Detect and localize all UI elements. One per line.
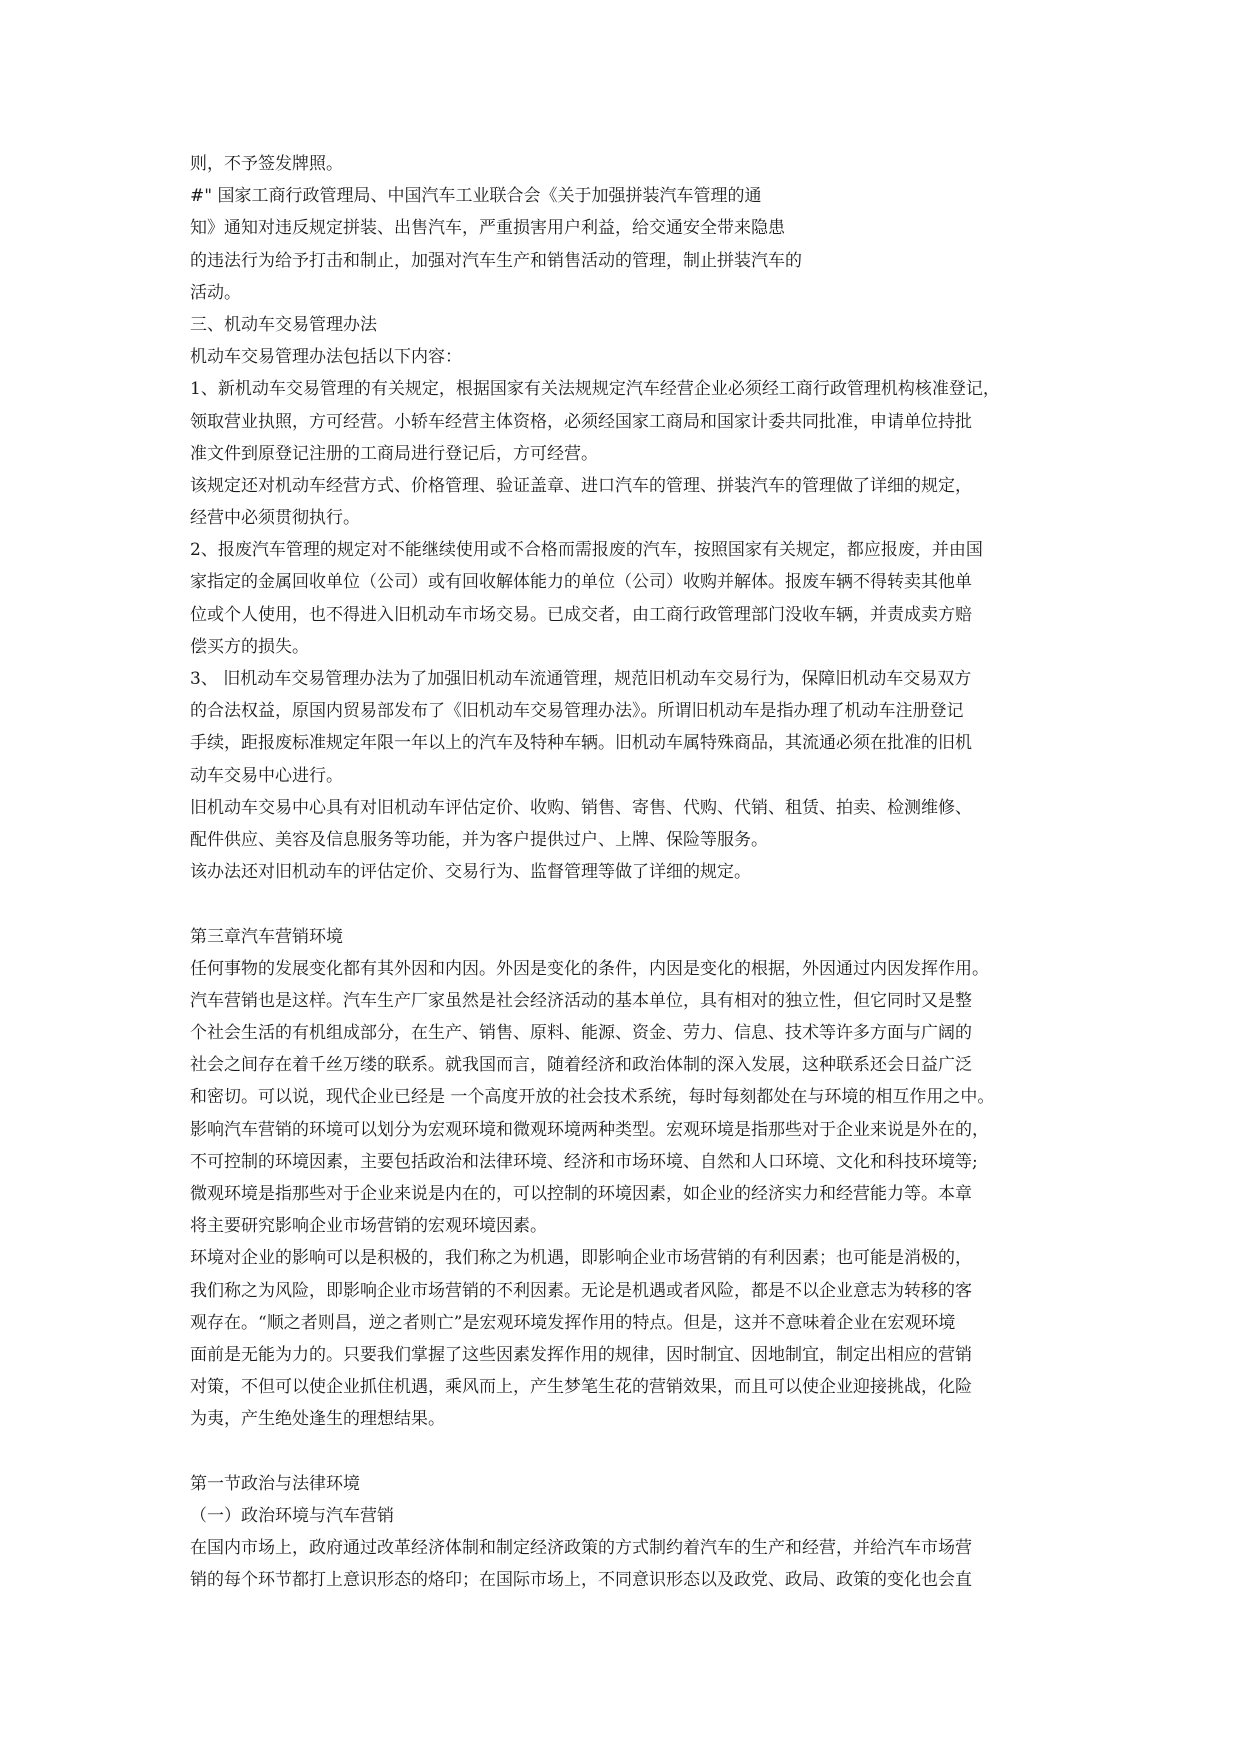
text-line: 第一节政治与法律环境 [190,1473,360,1494]
text-line: 为夷，产生绝处逢生的理想结果。 [190,1409,445,1430]
text-line: 观存在。“顺之者则昌，逆之者则亡”是宏观环境发挥作用的特点。但是，这并不意味着企业在宏观环境 [190,1312,956,1333]
text-line: （一）政治环境与汽车营销 [190,1505,394,1526]
text-line: 偿买方的损失。 [190,636,309,657]
text-line: 我们称之为风险，即影响企业市场营销的不利因素。无论是机遇或者风险，都是不以企业意志为转移的客 [190,1280,972,1301]
text-line: 家指定的金属回收单位（公司）或有回收解体能力的单位（公司）收购并解体。报废车辆不得转卖其他单 [190,572,972,593]
text-line: 个社会生活的有机组成部分，在生产、销售、原料、能源、资金、劳力、信息、技术等许多方面与广阔的 [190,1023,972,1044]
text-line: 准文件到原登记注册的工商局进行登记后，方可经营。 [190,443,598,464]
text-line: 旧机动车交易中心具有对旧机动车评估定价、收购、销售、寄售、代购、代销、租赁、拍卖、检测维修、 [190,797,972,818]
text-line: 对策，不但可以使企业抓住机遇，乘风而上，产生梦笔生花的营销效果，而且可以使企业迎接挑战，化险 [190,1377,972,1398]
text-line: 的违法行为给予打击和制止，加强对汽车生产和销售活动的管理，制止拼装汽车的 [190,250,802,271]
text-line: 手续，距报废标准规定年限一年以上的汽车及特种车辆。旧机动车属特殊商品，其流通必须在批准的旧机 [190,733,972,754]
text-line: 面前是无能为力的。只要我们掌握了这些因素发挥作用的规律，因时制宜、因地制宜，制定出相应的营销 [190,1344,972,1365]
text-line: 配件供应、美容及信息服务等功能，并为客户提供过户、上牌、保险等服务。 [190,829,768,850]
text-line: 社会之间存在着千丝万缕的联系。就我国而言，随着经济和政治体制的深入发展，这种联系还会日益广泛 [190,1055,972,1076]
text-line: 环境对企业的影响可以是积极的，我们称之为机遇，即影响企业市场营销的有利因素；也可能是消极的， [190,1248,972,1269]
document-page [190,148,1070,1596]
text-line: 机动车交易管理办法包括以下内容： [190,347,462,368]
text-line: 微观环境是指那些对于企业来说是内在的，可以控制的环境因素，如企业的经济实力和经营能力等。本章 [190,1184,972,1204]
text-line: 领取营业执照，方可经营。小轿车经营主体资格，必须经国家工商局和国家计委共同批准，申请单位持批 [190,411,972,432]
text-line: 不可控制的环境因素，主要包括政治和法律环境、经济和市场环境、自然和人口环境、文化和科技环境等; [190,1151,978,1172]
text-line: 影响汽车营销的环境可以划分为宏观环境和微观环境两种类型。宏观环境是指那些对于企业来说是外在的， [190,1119,989,1140]
text-line: 该规定还对机动车经营方式、价格管理、验证盖章、进口汽车的管理、拼装汽车的管理做了详细的规定， [190,475,972,496]
text-line: 第三章汽车营销环境 [190,926,343,947]
text-line: 和密切。可以说，现代企业已经是 一个高度开放的社会技术系统，每时每刻都处在与环境的相互作用之中。 [190,1087,995,1108]
paragraph-gap [190,888,1070,920]
text-line: 位或个人使用，也不得进入旧机动车市场交易。已成交者，由工商行政管理部门没收车辆，并责成卖方赔 [190,604,972,625]
paragraph-gap [190,1436,1070,1468]
text-line: 动车交易中心进行。 [190,765,343,786]
text-line: 则，不予签发牌照。 [190,154,343,174]
text-line: 在国内市场上，政府通过改革经济体制和制定经济政策的方式制约着汽车的生产和经营，并给汽车市场营 [190,1538,972,1559]
text-line: 1、新机动车交易管理的有关规定，根据国家有关法规规定汽车经营企业必须经工商行政管理机构核准登记， [190,379,1000,400]
text-line: 知》通知对违反规定拼装、出售汽车，严重损害用户利益，给交通安全带来隐患 [190,218,785,239]
text-line: 的合法权益，原国内贸易部发布了《旧机动车交易管理办法》。所谓旧机动车是指办理了机动车注册登记 [190,701,964,722]
text-line: 将主要研究影响企业市场营销的宏观环境因素。 [190,1216,547,1237]
text-line: #" 国家工商行政管理局、中国汽车工业联合会《关于加强拼装汽车管理的通 [190,186,762,207]
text-line: 销的每个环节都打上意识形态的烙印；在国际市场上，不同意识形态以及政党、政局、政策的变化也会直 [190,1570,972,1591]
text-line: 三、机动车交易管理办法 [190,314,377,335]
text-line: 2、报废汽车管理的规定对不能继续使用或不合格而需报废的汽车，按照国家有关规定，都应报废，并由国 [190,540,983,561]
text-line: 汽车营销也是这样。汽车生产厂家虽然是社会经济活动的基本单位，具有相对的独立性，但它同时又是整 [190,990,972,1011]
text-line: 该办法还对旧机动车的评估定价、交易行为、监督管理等做了详细的规定。 [190,862,751,883]
text-line: 3、 旧机动车交易管理办法为了加强旧机动车流通管理，规范旧机动车交易行为，保障旧机动车交易双方 [190,669,972,689]
text-line: 经营中必须贯彻执行。 [190,508,360,529]
text-line: 任何事物的发展变化都有其外因和内因。外因是变化的条件，内因是变化的根据，外因通过内因发挥作用。 [190,958,989,979]
text-line: 活动。 [190,282,241,303]
